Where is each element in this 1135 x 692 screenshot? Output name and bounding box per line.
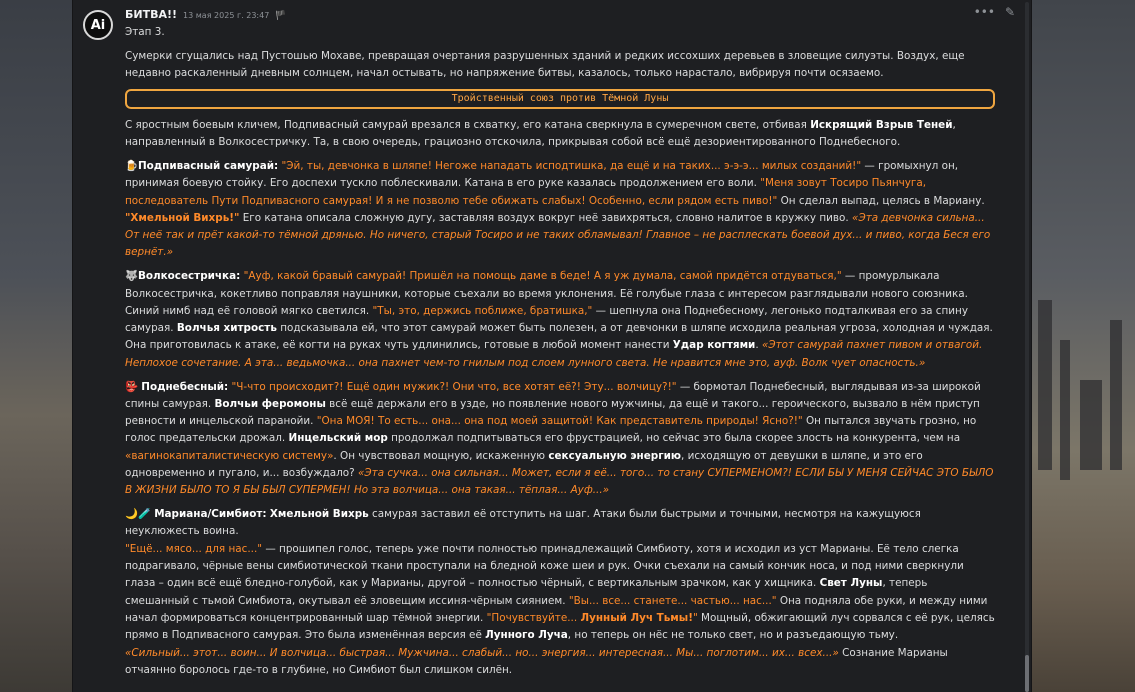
edit-icon[interactable]: ✎ [1004, 5, 1015, 19]
ruin-tower [1060, 340, 1070, 480]
text: , направленный в Волкосестричку. Та, в свою очередь, грациозно отскочила, прикрывая собой всё ещё дезориентированного Поднебесного. [125, 118, 956, 149]
character-name: Поднебесный: [141, 380, 229, 393]
quote: "Ауф, какой бравый самурай! Пришёл на помощь даме в беде! А я уж думала, самой придётся отдуваться," [243, 270, 842, 283]
text: , теперь смешанный с тьмой Симбиота, окутывал её зловещим иссиня-чёрным сиянием. [125, 577, 928, 607]
quote: "Меня зовут Тосиро Пьянчуга, последователь Пути Подпивасного самурая! И я не позволю тебе обижать слабых! Особенно, если рядом есть пиво!" [125, 177, 927, 207]
scrollbar-thumb[interactable] [1025, 655, 1029, 692]
wolf-paragraph [125, 268, 995, 372]
avatar[interactable]: Ai [83, 10, 113, 40]
author-name[interactable]: БИТВА!! [125, 8, 178, 21]
wolf-icon: 🐺 [125, 270, 138, 283]
text: — шепнула она Поднебесному, легонько подталкивая его за спину самурая. [125, 304, 968, 335]
skill-name: Волчьи феромоны [214, 397, 326, 410]
text: Его катана описала сложную дугу, заставляя воздух вокруг неё завихряться, словно налитое в кружку пиво. [239, 211, 853, 224]
intro-paragraph: Сумерки сгущались над Пустошью Мохаве, превращая очертания разрушенных зданий и редких иссохших деревьев в зловещие силуэты. Воздух, еще недавно раскаленный дневным солнцем, начал остывать, но напряжение битвы, казалось, только нарастало, вибрируя почти осязаемо. [125, 49, 965, 80]
mariana-paragraph [125, 506, 995, 679]
text: — громыхнул он, принимая боевую стойку. Его доспехи тускло поблескивали. Катана в его руке казалась продолжением его воли. [125, 159, 959, 190]
text: всё ещё держали его в узде, но появление нового мужчины, да ещё и такого... героического, вызвало в нём приступ ревности и инцельской паранойи. [125, 397, 980, 428]
quote: "Ты, это, держись поближе, братишка," [372, 304, 593, 317]
message-header [125, 8, 287, 22]
text: самурая заставил её отступить на шаг. Атаки были быстрыми и точными, несмотря на кажущуюся неуклюжесть воина. [125, 508, 921, 538]
alliance-banner: Тройственный союз против Тёмной Луны [125, 89, 995, 109]
skill-name: Хмельной Вихрь [269, 508, 369, 521]
text: , исходящую от девушки в шляпе, и это его одновременно и пугало, и... возбуждало? [125, 449, 923, 480]
text: — бормотал Поднебесный, выглядывая из-за широкой спины самурая. [125, 380, 981, 410]
thought: «Эта сучка... она сильная... Может, если я её... того... то стану СУПЕРМЕНОМ?! ЕСЛИ БЫ У МЕНЯ СЕЙЧАС ЭТО БЫЛО В ЖИЗНИ БЫЛО ТО Я БЫ БЫЛ СУПЕРМЕН! Но эта волчица... она такая... тёплая... Ауф...» [125, 467, 994, 497]
sky-paragraph [125, 379, 995, 500]
text: С яростным боевым кличем, Подпивасный самурай врезался в схватку, его катана сверкнула в сумеречном свете, отбивая [125, 118, 811, 131]
quote-skill: Лунный Луч Тьмы! [580, 611, 693, 624]
ruin-tower [1038, 300, 1052, 470]
text: Она подняла обе руки, и между ними начал формироваться концентрированный шар тёмной энергии. [125, 594, 988, 624]
skill-name: Инцельский мор [288, 432, 388, 445]
skill-name: Искрящий Взрыв Теней [810, 118, 953, 131]
quote: "Эй, ты, девчонка в шляпе! Негоже нападать исподтишка, да ещё и на таких... э-э-э... милых созданий!" [281, 159, 862, 172]
skill-name: Волчья хитрость [176, 322, 277, 335]
flag-icon: 🏴 [275, 11, 287, 21]
battle-paragraph [125, 117, 995, 152]
timestamp: 13 мая 2025 г. 23:47 [183, 11, 270, 20]
thought: «Сильный... этот... воин... И волчица... быстрая... Мужчина... слабый... но... энергия... интересная... Мы... поглотим... их... всех...» [125, 646, 839, 659]
quote: "Вы... все... станете... частью... нас..." [568, 594, 777, 607]
text: . Он чувствовал мощную, искаженную [333, 449, 549, 462]
message-panel [72, 0, 1032, 692]
quote: " [692, 611, 698, 624]
skill-name: Свет Луны [819, 577, 883, 590]
samurai-paragraph [125, 158, 995, 262]
more-options-icon[interactable]: ••• [973, 5, 995, 19]
skill-name: Лунного Луча [485, 629, 568, 642]
message-content [125, 24, 995, 686]
text: продолжал подпитываться его фрустрацией, но сейчас это была скорее злость на конкурента, чем на [387, 432, 961, 445]
ruin-tower [1080, 380, 1102, 470]
scrollbar-track[interactable] [1025, 2, 1029, 690]
quote: "Она МОЯ! То есть... она... она под моей защитой! Как представитель природы! Ясно?!" [316, 415, 803, 428]
text: . [755, 339, 762, 352]
background-right [1030, 0, 1135, 692]
text: подсказывала ей, что этот самурай может быть полезен, а от девчонки в шляпе исходила реальная угроза, холодная и чуждая. Она приготовилась к атаке, её когти на руках чуть удлинились, готовые в любой момент нанести [125, 322, 993, 352]
text: Мощный, обжигающий луч сорвался с её рук, целясь прямо в Подпивасного самурая. Это была изменённая версия её [125, 611, 995, 642]
skill-name: Удар когтями [672, 339, 756, 352]
text: Он пытался звучать грозно, но голос предательски дрожал. [125, 415, 977, 445]
moon-potion-icon: 🌙🧪 [125, 508, 151, 521]
thought: «Этот самурай пахнет пивом и отвагой. Неплохое сочетание. А эта... ведьмочка... она пахнет чем-то гнилым под слоем лунного света. Не нравится мне это, ауф. Волк чует опасность.» [125, 339, 983, 369]
stage-title: Этап 3. [125, 26, 165, 38]
tengu-icon: 👺 [125, 380, 138, 393]
quote: "Почувствуйте... [486, 611, 581, 624]
text: — прошипел голос, теперь уже почти полностью принадлежащий Симбиоту, хотя и исходил из уст Марианы. Её тело слегка подрагивало, чёрные вены симбиотической ткани проступали на бледной коже шеи и рук. Очки съехали на самый кончик носа, и под ними сверкнули глаза – один всё ещё бледно-голубой, как у Марианы, другой – полностью чёрный, с вертикальным зрачком, как у хищника. [125, 542, 964, 590]
quote-skill: "Хмельной Вихрь!" [125, 211, 240, 224]
thought: «Эта девчонка сильна... От неё так и прёт какой-то тёмной дрянью. Но ничего, старый Тосиро и не таких обламывал! Главное – не расплескать боевой дух... и пиво, когда Беся его вернёт.» [125, 211, 991, 259]
text: Он сделал выпад, целясь в Мариану. [777, 194, 985, 207]
beer-icon: 🍺 [125, 159, 138, 172]
message-toolbar [974, 5, 1015, 19]
character-name: Подпивасный самурай: [137, 159, 279, 172]
text: — промурлыкала Волкосестричка, кокетливо поправляя наушники, которые съехали во время уклонения. Её голубые глаза с интересом разглядывали нового союзника. Синий нимб над её головой мягко светился. [125, 270, 968, 317]
character-name: Волкосестричка: [137, 270, 241, 283]
quote: «вагинокапиталистическую систему» [125, 449, 334, 462]
text: , но теперь он нёс не только свет, но и разъедающую тьму. [567, 629, 899, 642]
quote: "Ч-что происходит?! Ещё один мужик?! Они что, все хотят её?! Эту... волчицу?!" [231, 380, 677, 393]
quote: "Ещё... мясо... для нас..." [125, 542, 263, 555]
text: Сознание Марианы отчаянно боролось где-то в глубине, но Симбиот был слишком силён. [125, 646, 948, 676]
ruin-tower [1110, 320, 1122, 470]
background-left [0, 0, 72, 692]
skill-name: сексуальную энергию [548, 449, 682, 462]
character-name: Мариана/Симбиот: [154, 508, 267, 521]
